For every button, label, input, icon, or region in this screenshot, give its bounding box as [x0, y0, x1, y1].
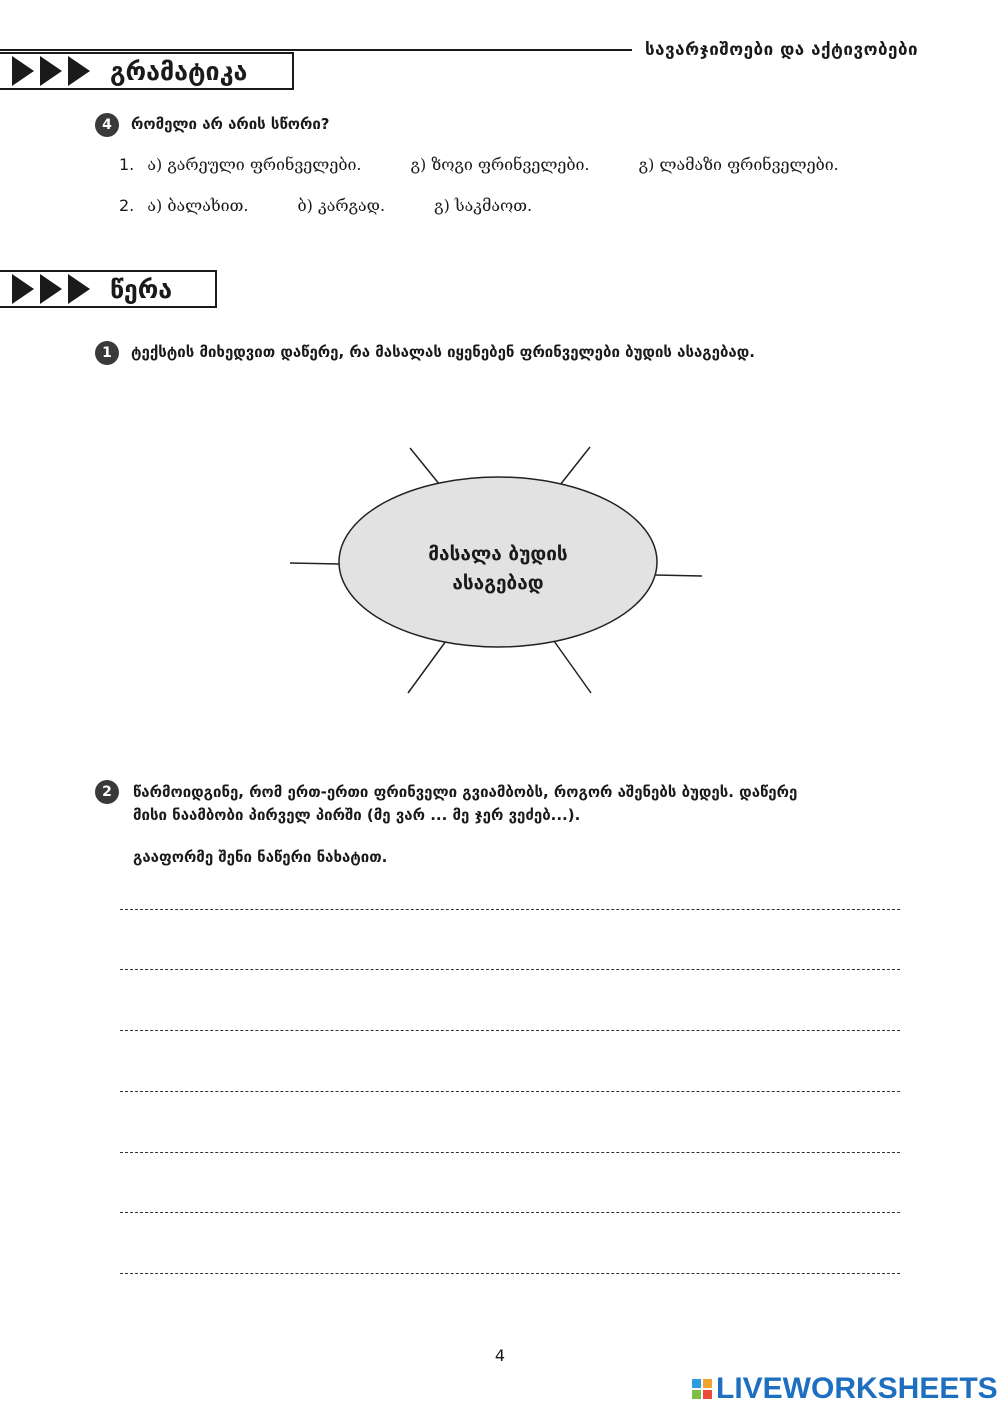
question-text-line2: მისი ნაამბობი პირველ პირში (მე ვარ ... მე ჯერ ვეძებ...).	[133, 806, 581, 824]
spoke-line-bottom-left	[408, 641, 446, 693]
option-item[interactable]: ა) ბალახით.	[147, 196, 249, 215]
section-header-grammar	[0, 52, 294, 90]
spoke-line-top-right	[560, 447, 590, 485]
question-number-badge: 4	[95, 113, 119, 137]
spoke-line-top-left	[410, 448, 440, 485]
question-text: რომელი არ არის სწორი?	[131, 115, 330, 133]
option-item[interactable]: ბ) კარგად.	[297, 196, 386, 215]
option-item[interactable]: ა) გარეული ფრინველები.	[147, 155, 362, 174]
option-row-number: 1.	[119, 155, 135, 174]
option-item[interactable]: გ) საკმაოთ.	[434, 196, 533, 215]
diagram-center-line: ასაგებად	[452, 572, 544, 594]
option-row-1	[119, 155, 883, 174]
answer-line[interactable]	[120, 1212, 900, 1213]
header-rule	[0, 49, 632, 51]
logo-text: LIVEWORKSHEETS	[716, 1372, 998, 1405]
logo-mark-icon	[692, 1379, 712, 1399]
section-title-grammar: გრამატიკა	[110, 56, 248, 86]
liveworksheets-logo[interactable]	[692, 1372, 998, 1406]
diagram-center-label	[360, 540, 636, 598]
question-number-badge: 1	[95, 341, 119, 365]
section-header-writing	[0, 270, 217, 308]
answer-line[interactable]	[120, 1091, 900, 1092]
spoke-line-right	[655, 575, 702, 576]
spoke-line-left	[290, 563, 340, 564]
answer-line[interactable]	[120, 1273, 900, 1274]
page-number: 4	[494, 1346, 506, 1365]
question-instruction: გააფორმე შენი ნაწერი ნახატით.	[133, 848, 388, 866]
question-number-badge: 2	[95, 780, 119, 804]
diagram-center-line: მასალა ბუდის	[428, 543, 568, 565]
option-item[interactable]: გ) ლამაზი ფრინველები.	[638, 155, 839, 174]
option-row-number: 2.	[119, 196, 135, 215]
option-row-2	[119, 196, 576, 215]
question-text-line1: წარმოიდგინე, რომ ერთ-ერთი ფრინველი გვიამბობს, როგორ აშენებს ბუდეს. დაწერე	[133, 783, 798, 801]
header-title: სავარჯიშოები და აქტივობები	[645, 40, 919, 60]
section-title-writing: წერა	[110, 274, 173, 304]
answer-line[interactable]	[120, 909, 900, 910]
spoke-line-bottom-right	[554, 641, 591, 693]
triple-arrow-icon	[12, 274, 96, 304]
triple-arrow-icon	[12, 56, 96, 86]
answer-line[interactable]	[120, 1152, 900, 1153]
answer-line[interactable]	[120, 1030, 900, 1031]
question-text: ტექსტის მიხედვით დაწერე, რა მასალას იყენებენ ფრინველები ბუდის ასაგებად.	[131, 343, 755, 361]
answer-line[interactable]	[120, 969, 900, 970]
option-item[interactable]: გ) ზოგი ფრინველები.	[410, 155, 590, 174]
